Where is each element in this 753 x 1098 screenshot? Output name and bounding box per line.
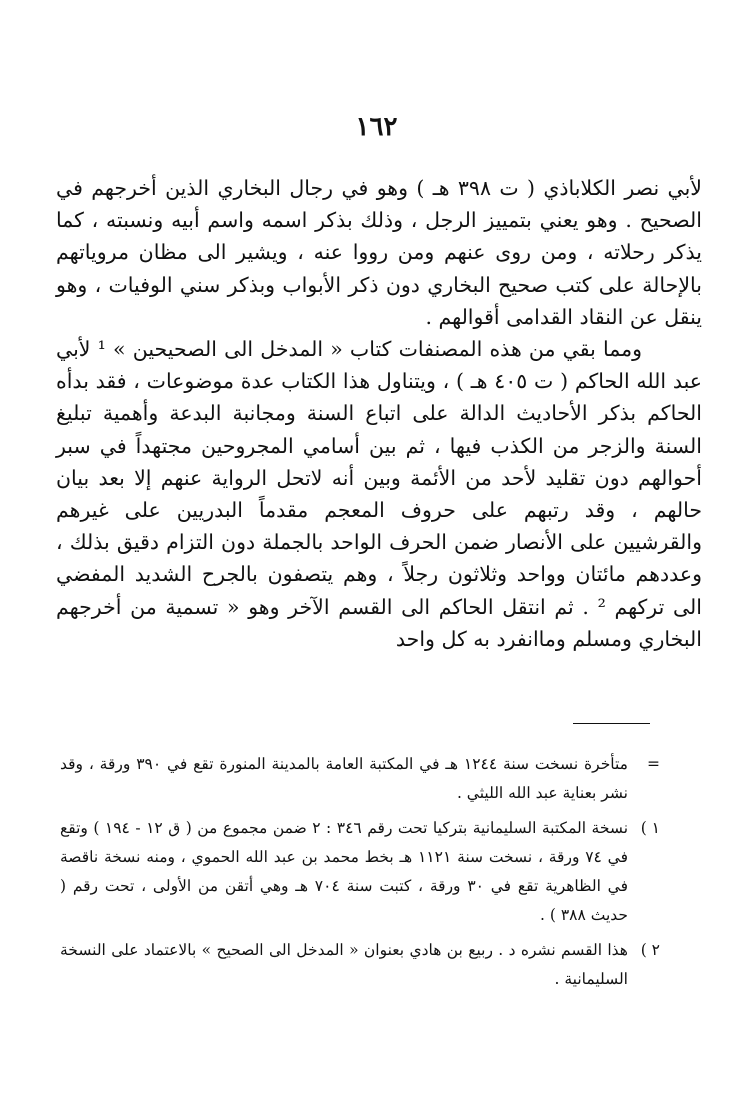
footnote-marker: ٢ )	[640, 941, 660, 959]
footnote-continuation	[60, 750, 660, 808]
footnote-text: متأخرة نسخت سنة ١٢٤٤ هـ في المكتبة العامة بالمدينة المنورة تقع في ٣٩٠ ورقة ، وقد نشر بعناية عبد الله الليثي .	[60, 755, 628, 802]
footnote-marker: ١ )	[640, 819, 660, 837]
footnote-1	[60, 814, 660, 930]
main-text	[56, 172, 702, 655]
paragraph-1: لأبي نصر الكلاباذي ( ت ٣٩٨ هـ ) وهو في رجال البخاري الذين أخرجهم في الصحيح . وهو يعني بتمييز الرجل ، وذلك بذكر اسمه واسم أبيه ونسبته ، كما يذكر رحلاته ، ومن روى عنهم ومن رووا عنه ، ويشير الى مظان مروياتهم بالإحالة على كتب صحيح البخاري دون ذكر الأبواب وبذكر سني الوفيات ، وهو ينقل عن النقاد القدامى أقوالهم .	[56, 176, 702, 329]
footnote-text: هذا القسم نشره د . ربيع بن هادي بعنوان « المدخل الى الصحيح » بالاعتماد على النسخة السليمانية .	[60, 941, 628, 988]
footnote-text: نسخة المكتبة السليمانية بتركيا تحت رقم ٣٤٦ : ٢ ضمن مجموع من ( ق ١٢ - ١٩٤ ) وتقع في ٧٤ ورقة ، نسخت سنة ١١٢١ هـ بخط محمد بن عبد الله الحموي ، ومنه نسخة ناقصة في الظاهرية تقع في ٣٠ ورقة ، كتبت سنة ٧٠٤ هـ وهي أتقن من الأولى ، تحت رقم ( حديث ٣٨٨ ) .	[60, 819, 629, 924]
page-number: ١٦٢	[355, 112, 398, 142]
footnote-2	[60, 936, 660, 994]
paragraph-2: ومما بقي من هذه المصنفات كتاب « المدخل الى الصحيحين » ¹ لأبي عبد الله الحاكم ( ت ٤٠٥ هـ ) ، ويتناول هذا الكتاب عدة موضوعات ، فقد بدأه الحاكم بذكر الأحاديث الدالة على اتباع السنة ومجانبة البدعة وأهمية تبليغ السنة والزجر من الكذب فيها ، ثم بين أسامي المجروحين مجتهداً في سبر أحوالهم دون تقليد لأحد من الأئمة وبين أنه لاتحل الرواية عنهم إلا بعد بيان حالهم ، وقد رتبهم على حروف المعجم مقدماً البدريين على غيرهم والقرشيين على الأنصار ضمن الحرف الواحد بالجملة دون التزام دقيق بذلك ، وعددهم مائتان وواحد وثلاثون رجلاً ، وهم يتصفون بالجرح الشديد المفضي الى تركهم ² . ثم انتقل الحاكم الى القسم الآخر وهو « تسمية من أخرجهم البخاري ومسلم وماانفرد به كل واحد	[56, 337, 703, 651]
footnotes	[60, 750, 660, 1000]
footnote-marker: =	[647, 755, 660, 773]
footnote-separator	[573, 723, 650, 724]
